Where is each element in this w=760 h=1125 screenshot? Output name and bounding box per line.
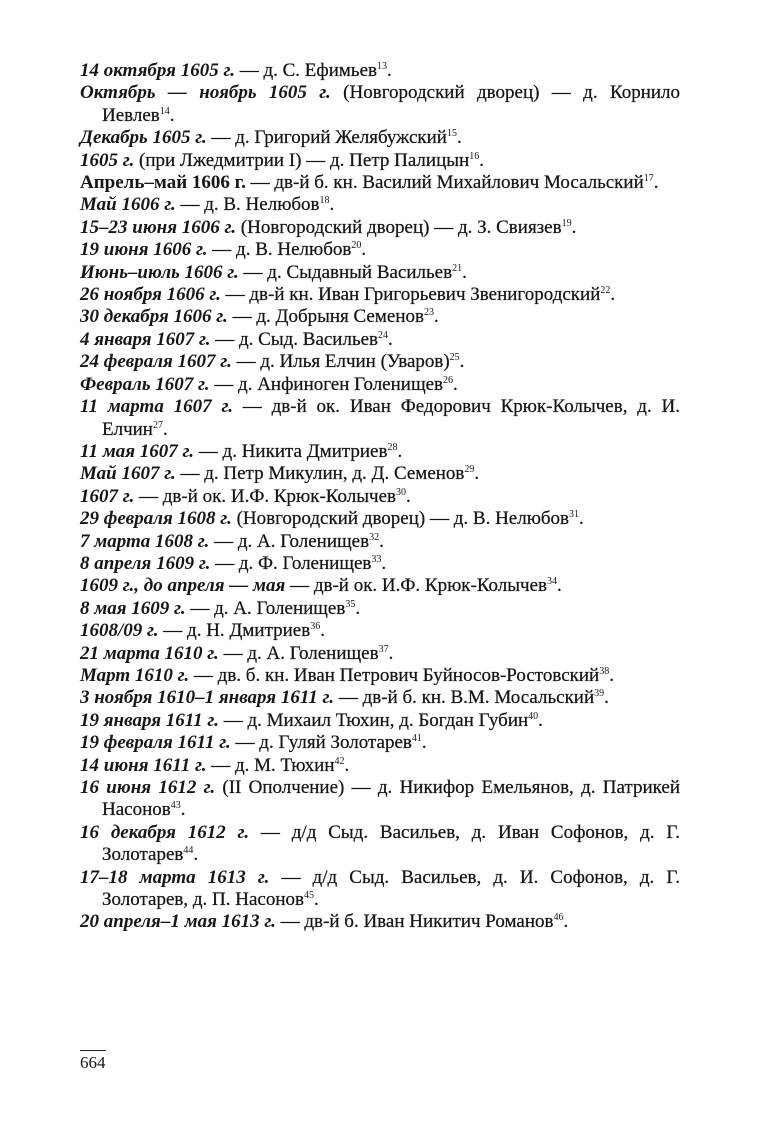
entry-end: . — [361, 239, 367, 261]
chronology-entry — [80, 777, 680, 822]
entry-end: . — [609, 664, 614, 686]
chronology-entry — [80, 284, 680, 306]
entry-end: . — [193, 844, 199, 866]
chronology-entry — [80, 508, 680, 530]
entry-end: . — [388, 642, 394, 664]
entry-text: — д. Никита Дмитриев — [194, 440, 388, 462]
chronology-entry — [80, 665, 680, 687]
entry-text: — дв-й б. кн. В.М. Мосальский — [334, 687, 595, 709]
entry-date: 14 октября 1605 г. — [80, 60, 235, 81]
footnote-ref: 41 — [411, 733, 422, 745]
entry-end: . — [379, 530, 384, 552]
footnote-ref: 17 — [643, 173, 654, 185]
entry-text: — д. Анфиноген Голенищев — [209, 373, 443, 395]
entry-end: . — [433, 306, 439, 328]
entry-date: 19 февраля 1611 г. — [80, 732, 231, 754]
entry-end: . — [387, 60, 392, 81]
footnote-ref: 40 — [528, 710, 539, 722]
entry-end: . — [388, 328, 393, 350]
entry-text: — д. Добрыня Семенов — [227, 306, 424, 328]
entry-end: . — [314, 889, 319, 911]
entry-end: . — [474, 463, 480, 485]
footnote-ref: 43 — [170, 800, 181, 812]
entry-date: Апрель–май 1606 г. — [80, 172, 246, 194]
chronology-entry — [80, 306, 680, 328]
entry-end: . — [355, 597, 361, 619]
entry-end: . — [479, 149, 484, 171]
footnote-ref: 13 — [377, 61, 387, 72]
entry-text: — д/д Сыд. Васильев, д. Иван Софонов, д. Г. Золотарев — [102, 821, 680, 866]
entry-text: — д. А. Голенищев — [218, 642, 379, 664]
chronology-entry — [80, 239, 680, 261]
entry-text: — дв-й ок. И.Ф. Крюк-Колычев — [134, 485, 396, 507]
chronology-entry — [80, 374, 680, 396]
entry-date: Октябрь — ноябрь 1605 г. — [80, 82, 331, 104]
chronology-entry — [80, 822, 680, 867]
entry-date: Декабрь 1605 г. — [80, 127, 207, 149]
footnote-ref: 14 — [159, 105, 170, 117]
entry-date: 14 июня 1611 г. — [80, 754, 207, 776]
chronology-entry — [80, 441, 680, 463]
entry-date: 11 мая 1607 г. — [80, 440, 195, 462]
chronology-entry — [80, 486, 680, 508]
entry-text: — д. Н. Дмитриев — [158, 620, 311, 642]
footnote-ref: 19 — [561, 217, 572, 229]
footnote-ref: 31 — [569, 509, 580, 521]
entry-end: . — [452, 373, 458, 395]
entry-end: . — [405, 485, 411, 507]
entry-end: . — [421, 732, 427, 754]
footnote-ref: 37 — [378, 643, 389, 655]
entry-date: 1605 г. — [80, 149, 135, 171]
entry-date: 16 июня 1612 г. — [80, 777, 216, 798]
chronology-entry — [80, 463, 680, 485]
entry-date: 30 декабря 1606 г. — [80, 306, 228, 328]
footnote-ref: 32 — [369, 531, 380, 543]
entry-date: 26 ноября 1606 г. — [80, 284, 221, 306]
entry-text: — дв-й б. Иван Никитич Романов — [275, 911, 554, 933]
entry-end: . — [180, 799, 186, 821]
chronology-entry — [80, 710, 680, 732]
chronology-entry — [80, 60, 680, 82]
footnote-ref: 46 — [553, 912, 564, 924]
footnote-ref: 26 — [442, 374, 453, 386]
footnote-ref: 23 — [423, 307, 434, 319]
footnote-ref: 45 — [304, 890, 314, 902]
entry-text: — дв-й б. кн. Василий Михайлович Мосальский — [245, 172, 644, 194]
chronology-entry — [80, 351, 680, 373]
entry-date: 24 февраля 1607 г. — [80, 351, 232, 373]
entry-end: . — [162, 418, 168, 440]
entry-end: . — [571, 216, 577, 238]
footnote-ref: 33 — [371, 553, 382, 565]
footnote-ref: 25 — [449, 352, 460, 364]
entry-text: — д. А. Голенищев — [185, 597, 346, 619]
entry-date: 1609 г., до апреля — мая — [80, 575, 286, 597]
entry-date: 7 марта 1608 г. — [80, 530, 210, 552]
chronology-entry — [80, 172, 680, 194]
entry-text: — д/д Сыд. Васильев, д. И. Софонов, д. Г. Золотарев, д. П. Насонов — [102, 866, 680, 911]
footnote-ref: 16 — [469, 150, 480, 162]
entry-list — [80, 60, 680, 934]
chronology-entry — [80, 575, 680, 597]
entry-text: — д. В. Нелюбов — [207, 239, 352, 261]
entry-end: . — [538, 709, 543, 731]
chronology-entry — [80, 262, 680, 284]
footnote-ref: 36 — [310, 621, 321, 633]
footer-rule — [80, 1050, 106, 1051]
chronology-entry — [80, 217, 680, 239]
entry-text: (Новгородский дворец) — д. Корнило Иевлев — [102, 82, 681, 126]
chronology-entry — [80, 150, 680, 172]
entry-date: 8 апреля 1609 г. — [80, 552, 211, 574]
entry-text: — д. М. Тюхин — [206, 754, 335, 776]
entry-date: 15–23 июня 1606 г. — [80, 216, 237, 238]
entry-text: — д. Петр Микулин, д. Д. Семенов — [175, 463, 465, 485]
footnote-ref: 28 — [387, 441, 398, 453]
entry-text: — дв. б. кн. Иван Петрович Буйносов-Ростовский — [189, 664, 600, 686]
entry-end: . — [557, 575, 562, 597]
entry-end: . — [604, 687, 609, 709]
entry-date: 29 февраля 1608 г. — [80, 508, 232, 530]
entry-text: — д. Сыдавный Васильев — [238, 261, 453, 283]
entry-text: — д. Гуляй Золотарев — [230, 732, 412, 754]
entry-end: . — [563, 911, 569, 933]
chronology-entry — [80, 194, 680, 216]
entry-end: . — [381, 552, 387, 574]
footnote-ref: 18 — [319, 195, 330, 207]
entry-text: — дв-й кн. Иван Григорьевич Звенигородский — [220, 284, 601, 306]
entry-date: 20 апреля–1 мая 1613 г. — [80, 911, 276, 933]
entry-date: Май 1606 г. — [80, 194, 176, 216]
chronology-entry — [80, 396, 680, 441]
chronology-entry — [80, 911, 680, 933]
footnote-ref: 42 — [334, 755, 345, 767]
entry-text: — дв-й ок. И.Ф. Крюк-Колычев — [285, 575, 548, 597]
chronology-entry — [80, 329, 680, 351]
entry-end: . — [462, 261, 467, 283]
entry-text: — д. Ф. Голенищев — [210, 552, 372, 574]
chronology-entry — [80, 620, 680, 642]
entry-date: 4 января 1607 г. — [80, 328, 211, 350]
chronology-entry — [80, 553, 680, 575]
entry-text: — д. В. Нелюбов — [175, 194, 320, 216]
footnote-ref: 35 — [345, 598, 356, 610]
entry-text: (Новгородский дворец) — д. В. Нелюбов — [231, 508, 570, 530]
footnote-ref: 38 — [599, 665, 610, 677]
entry-date: 17–18 марта 1613 г. — [80, 866, 270, 888]
entry-end: . — [459, 351, 465, 373]
entry-date: 19 июня 1606 г. — [80, 239, 208, 261]
entry-date: 19 января 1611 г. — [80, 709, 219, 731]
entry-date: 3 ноября 1610–1 января 1611 г. — [80, 687, 335, 709]
entry-end: . — [169, 104, 175, 126]
chronology-entry — [80, 598, 680, 620]
footnote-ref: 15 — [446, 128, 457, 140]
footnote-ref: 44 — [183, 845, 194, 857]
entry-date: 1607 г. — [80, 485, 135, 507]
footnote-ref: 34 — [547, 576, 558, 588]
entry-date: 11 марта 1607 г. — [80, 396, 233, 418]
chronology-entry — [80, 643, 680, 665]
footnote-ref: 30 — [395, 486, 406, 498]
entry-date: Февраль 1607 г. — [80, 373, 210, 395]
chronology-entry — [80, 531, 680, 553]
entry-end: . — [653, 172, 659, 194]
entry-text: — д. Михаил Тюхин, д. Богдан Губин — [218, 709, 529, 731]
entry-date: 21 марта 1610 г. — [80, 642, 219, 664]
chronology-entry — [80, 732, 680, 754]
entry-text: — д. Сыд. Васильев — [210, 328, 379, 350]
entry-end: . — [456, 127, 462, 149]
footnote-ref: 27 — [152, 419, 163, 431]
chronology-entry — [80, 755, 680, 777]
chronology-entry — [80, 127, 680, 149]
entry-text: (Новгородский дворец) — д. З. Свиязев — [236, 216, 562, 238]
entry-text: — д. Илья Елчин (Уваров) — [231, 351, 450, 373]
entry-end: . — [320, 620, 325, 642]
entry-date: 16 декабря 1612 г. — [80, 821, 250, 843]
footnote-ref: 29 — [464, 464, 475, 476]
entry-end: . — [397, 440, 403, 462]
entry-text: (при Лжедмитрии I) — д. Петр Палицын — [134, 149, 470, 171]
entry-date: Июнь–июль 1606 г. — [80, 261, 239, 283]
entry-text: — дв-й ок. Иван Федорович Крюк-Колычев, д. И. Елчин — [102, 396, 680, 440]
footnote-ref: 24 — [378, 329, 389, 341]
chronology-entry — [80, 867, 680, 912]
chronology-entry — [80, 687, 680, 709]
page-number: 664 — [80, 1053, 106, 1072]
entry-date: 8 мая 1609 г. — [80, 597, 186, 619]
footnote-ref: 20 — [351, 240, 362, 252]
footnote-ref: 22 — [600, 285, 611, 297]
entry-date: Май 1607 г. — [80, 463, 176, 485]
chronology-entry — [80, 82, 680, 127]
entry-text: (II Ополчение) — д. Никифор Емельянов, д. Патрикей Насонов — [102, 777, 680, 821]
entry-end: . — [344, 754, 350, 776]
entry-text: — д. С. Ефимьев — [234, 60, 377, 81]
entry-date: 1608/09 г. — [80, 620, 159, 642]
footnote-ref: 39 — [594, 688, 605, 700]
entry-end: . — [579, 508, 584, 530]
entry-end: . — [329, 194, 335, 216]
entry-text: — д. Григорий Желябужский — [206, 127, 447, 149]
footnote-ref: 21 — [452, 262, 463, 274]
entry-end: . — [610, 284, 616, 306]
entry-date: Март 1610 г. — [80, 664, 190, 686]
entry-text: — д. А. Голенищев — [209, 530, 370, 552]
